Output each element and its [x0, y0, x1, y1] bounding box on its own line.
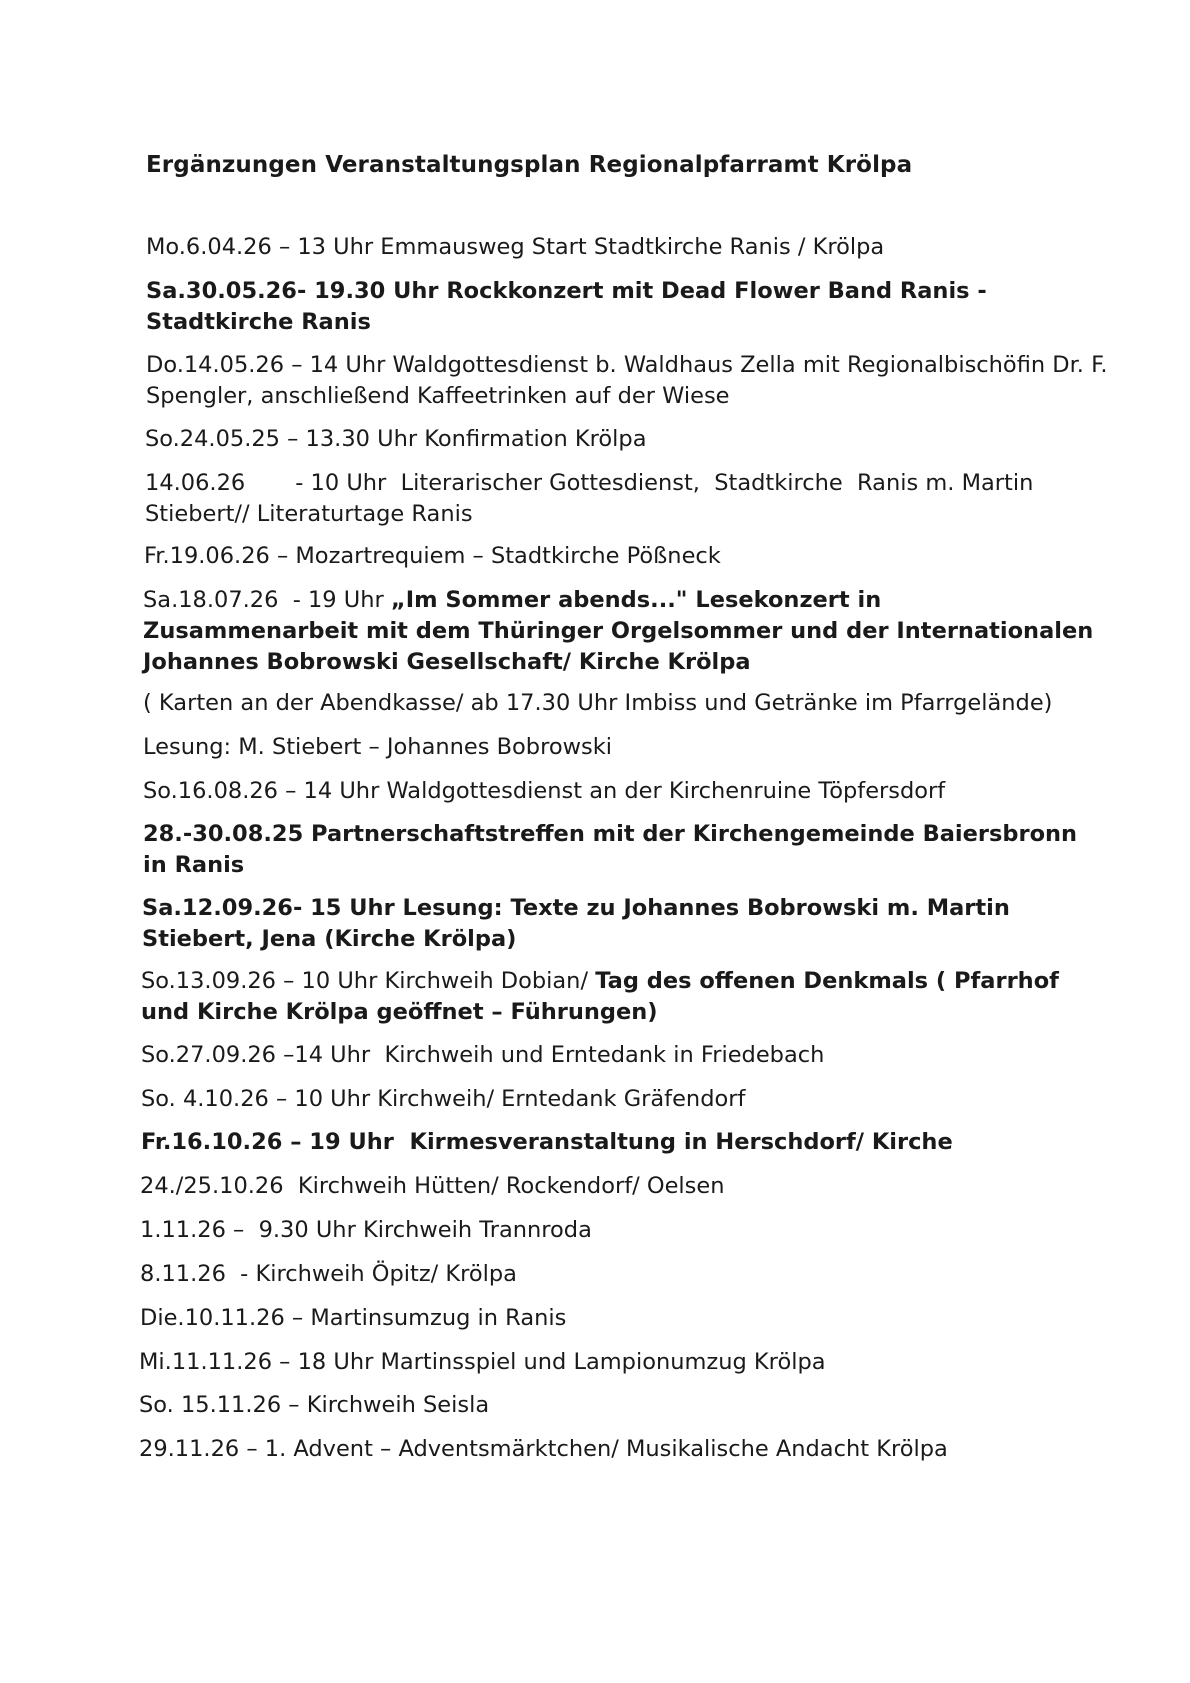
entry-line: 14.06.26 - 10 Uhr Literarischer Gottesdienst, Stadtkirche Ranis m. Martin: [145, 470, 1034, 496]
event-entry-erntedank-graefendorf: [141, 1084, 745, 1115]
entry-line: 1.11.26 – 9.30 Uhr Kirchweih Trannroda: [140, 1217, 592, 1243]
entry-line: Sa.30.05.26- 19.30 Uhr Rockkonzert mit Dead Flower Band Ranis -: [146, 278, 987, 304]
entry-line: So. 4.10.26 – 10 Uhr Kirchweih/ Erntedank Gräfendorf: [141, 1086, 746, 1112]
entry-line: Lesung: M. Stiebert – Johannes Bobrowski: [143, 734, 613, 760]
event-entry-lesung-bobrowski: [142, 893, 1010, 955]
entry-line: 8.11.26 - Kirchweih Öpitz/ Krölpa: [140, 1261, 517, 1287]
event-entry-kirchweih-trannroda: [140, 1215, 592, 1246]
entry-line: 29.11.26 – 1. Advent – Adventsmärktchen/ Musikalische Andacht Krölpa: [139, 1436, 948, 1462]
entry-line: Stadtkirche Ranis: [146, 309, 371, 335]
event-entry-emmausweg: [146, 232, 884, 263]
entry-line: Johannes Bobrowski Gesellschaft/ Kirche Krölpa: [143, 649, 751, 675]
event-entry-waldgottesdienst-toepfersdorf: [143, 776, 945, 807]
entry-highlight-text: „Im Sommer abends..." Lesekonzert in: [390, 587, 882, 613]
entry-line: Fr.19.06.26 – Mozartrequiem – Stadtkirche Pößneck: [144, 543, 721, 569]
entry-line: So.27.09.26 –14 Uhr Kirchweih und Erntedank in Friedebach: [141, 1042, 825, 1068]
event-entry-martinsumzug: [140, 1303, 566, 1334]
entry-line: Stiebert// Literaturtage Ranis: [145, 501, 473, 527]
event-entry-denkmalstag: [141, 966, 1059, 1028]
entry-line: Zusammenarbeit mit dem Thüringer Orgelsommer und der Internationalen: [143, 618, 1094, 644]
entry-line: So.24.05.25 – 13.30 Uhr Konfirmation Krölpa: [145, 426, 647, 452]
entry-line: Stiebert, Jena (Kirche Krölpa): [142, 926, 517, 952]
entry-line: So. 15.11.26 – Kirchweih Seisla: [139, 1392, 490, 1418]
entry-line: So.16.08.26 – 14 Uhr Waldgottesdienst an der Kirchenruine Töpfersdorf: [143, 778, 946, 804]
entry-line: Mo.6.04.26 – 13 Uhr Emmausweg Start Stadtkirche Ranis / Krölpa: [146, 234, 885, 260]
entry-line: Fr.16.10.26 – 19 Uhr Kirmesveranstaltung in Herschdorf/ Kirche: [141, 1129, 953, 1155]
entry-highlight-text: Tag des offenen Denkmals ( Pfarrhof: [595, 968, 1059, 994]
event-entry-kirmes-herschdorf: [141, 1127, 953, 1158]
entry-line: Sa.12.09.26- 15 Uhr Lesung: Texte zu Johannes Bobrowski m. Martin: [142, 895, 1010, 921]
entry-line: ( Karten an der Abendkasse/ ab 17.30 Uhr Imbiss und Getränke im Pfarrgelände): [143, 690, 1053, 716]
entry-date-text: Sa.18.07.26 - 19 Uhr: [143, 587, 391, 613]
event-entry-kirchweih-friedebach: [141, 1040, 824, 1071]
event-entry-partnerschaftstreffen: [143, 819, 1077, 881]
entry-line: 28.-30.08.25 Partnerschaftstreffen mit der Kirchengemeinde Baiersbronn: [143, 821, 1078, 847]
event-entry-waldgottesdienst-zella: [146, 350, 1108, 412]
page-title: Ergänzungen Veranstaltungsplan Regionalpfarramt Krölpa: [146, 152, 913, 178]
event-entry-kirchweih-oepitz: [140, 1259, 517, 1290]
entry-line: Mi.11.11.26 – 18 Uhr Martinsspiel und Lampionumzug Krölpa: [139, 1349, 826, 1375]
entry-line: Do.14.05.26 – 14 Uhr Waldgottesdienst b. Waldhaus Zella mit Regionalbischöfin Dr. F.: [146, 352, 1108, 378]
entry-line: [141, 966, 1059, 997]
event-entry-advent: [139, 1434, 948, 1465]
entry-line: [143, 585, 1093, 616]
event-entry-literarischer-gottesdienst: [145, 468, 1033, 530]
event-entry-mozartrequiem: [144, 541, 721, 572]
entry-line: 24./25.10.26 Kirchweih Hütten/ Rockendorf/ Oelsen: [140, 1173, 725, 1199]
event-entry-lesekonzert: [143, 585, 1093, 678]
event-entry-karten-hinweis: [143, 688, 1052, 719]
event-entry-kirchweih-seisla: [139, 1390, 489, 1421]
entry-date-text: So.13.09.26 – 10 Uhr Kirchweih Dobian/: [141, 968, 596, 994]
event-entry-konfirmation: [145, 424, 647, 455]
entry-line: in Ranis: [143, 852, 245, 878]
entry-line: Die.10.11.26 – Martinsumzug in Ranis: [140, 1305, 567, 1331]
event-entry-martinsspiel: [139, 1347, 826, 1378]
event-entry-lesung-stiebert: [143, 732, 612, 763]
event-entry-kirchweih-huetten: [140, 1171, 725, 1202]
entry-line: und Kirche Krölpa geöffnet – Führungen): [141, 999, 658, 1025]
entry-line: Spengler, anschließend Kaffeetrinken auf der Wiese: [146, 383, 730, 409]
event-entry-rockkonzert: [146, 276, 987, 338]
